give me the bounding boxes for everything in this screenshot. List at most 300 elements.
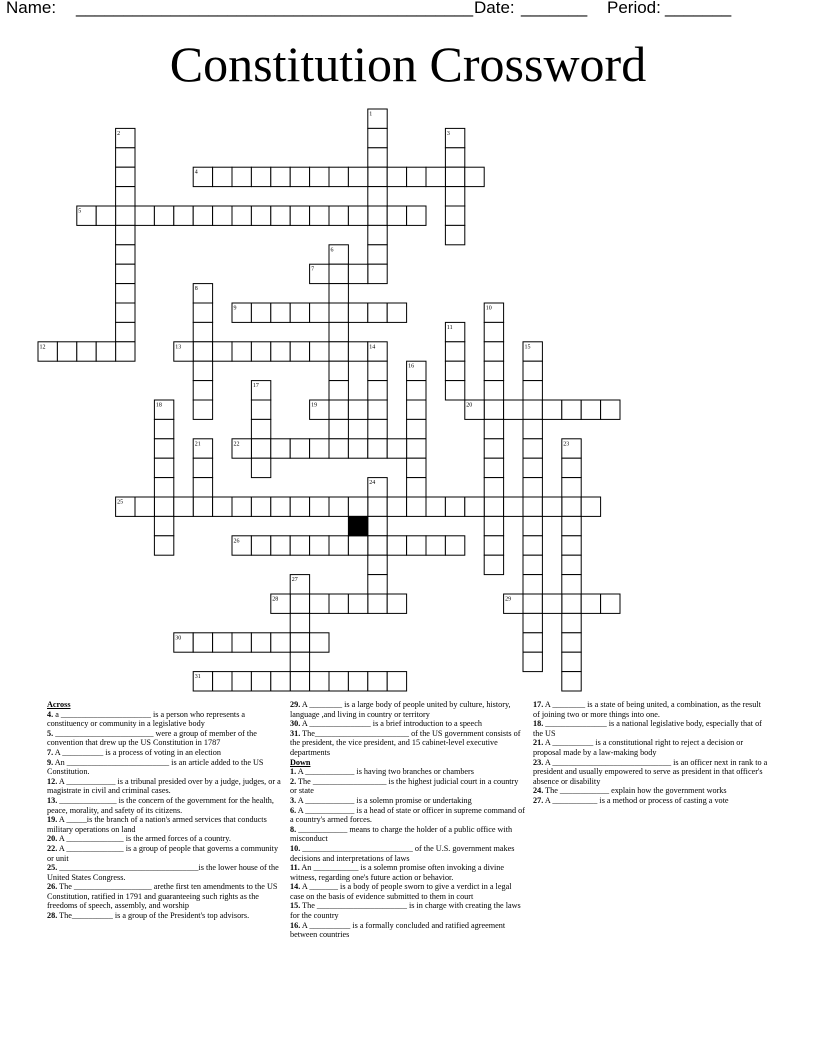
grid-cell[interactable] <box>154 419 173 438</box>
grid-cell[interactable] <box>484 342 503 361</box>
grid-cell[interactable] <box>271 167 290 186</box>
clue-item <box>47 882 283 911</box>
grid-cell[interactable] <box>329 400 348 419</box>
cell-number: 20 <box>466 402 473 409</box>
grid-cell[interactable] <box>426 167 445 186</box>
grid-cell[interactable] <box>348 206 367 225</box>
grid-cell[interactable] <box>523 497 542 516</box>
grid-cell[interactable] <box>445 167 464 186</box>
cell-number: 28 <box>272 596 279 603</box>
grid-cell[interactable] <box>484 439 503 458</box>
grid-cell[interactable] <box>445 187 464 206</box>
grid-cell[interactable] <box>290 613 309 632</box>
cell-number: 1 <box>369 111 373 118</box>
clue-item <box>47 710 283 729</box>
grid-cell[interactable] <box>465 167 484 186</box>
grid-cell[interactable] <box>290 497 309 516</box>
grid-cell[interactable] <box>368 303 387 322</box>
grid-cell[interactable] <box>271 303 290 322</box>
grid-cell[interactable] <box>523 575 542 594</box>
grid-cell[interactable] <box>232 672 251 691</box>
grid-cell[interactable] <box>348 400 367 419</box>
grid-cell[interactable] <box>387 497 406 516</box>
grid-cell[interactable] <box>368 419 387 438</box>
clue-number: 25. <box>47 863 58 873</box>
cell-number: 16 <box>408 363 415 370</box>
grid-cell[interactable] <box>193 633 212 652</box>
cell-number: 5 <box>78 208 82 215</box>
grid-cell[interactable] <box>368 361 387 380</box>
grid-cell[interactable] <box>329 206 348 225</box>
grid-cell[interactable] <box>523 536 542 555</box>
clue-number: 26. <box>47 882 58 892</box>
cell-number: 26 <box>233 538 240 545</box>
grid-cell[interactable] <box>271 633 290 652</box>
grid-cell[interactable] <box>484 497 503 516</box>
clue-item <box>533 738 769 757</box>
clue-item <box>290 767 526 777</box>
grid-cell[interactable] <box>213 633 232 652</box>
grid-cell[interactable] <box>329 322 348 341</box>
grid-cell[interactable] <box>348 439 367 458</box>
grid-cell[interactable] <box>387 594 406 613</box>
grid-cell[interactable] <box>562 633 581 652</box>
grid-cell[interactable] <box>251 400 270 419</box>
grid-cell[interactable] <box>581 594 600 613</box>
grid-cell[interactable] <box>407 400 426 419</box>
grid-cell[interactable] <box>562 458 581 477</box>
grid-cell[interactable] <box>562 400 581 419</box>
grid-cell[interactable] <box>562 516 581 535</box>
grid-cell[interactable] <box>562 497 581 516</box>
grid-cell[interactable] <box>484 516 503 535</box>
grid-cell[interactable] <box>329 167 348 186</box>
grid-cell[interactable] <box>542 497 561 516</box>
clue-item <box>533 786 769 796</box>
grid-cell[interactable] <box>310 167 329 186</box>
grid-cell[interactable] <box>368 206 387 225</box>
grid-cell[interactable] <box>581 400 600 419</box>
grid-cell[interactable] <box>251 536 270 555</box>
grid-cell[interactable] <box>193 381 212 400</box>
grid-cell[interactable] <box>484 536 503 555</box>
grid-cell[interactable] <box>193 361 212 380</box>
cell-number: 29 <box>505 596 512 603</box>
clue-text: The ______________________ is in charge with creating the laws for the country <box>290 901 521 921</box>
grid-cell[interactable] <box>329 381 348 400</box>
grid-cell[interactable] <box>368 400 387 419</box>
grid-cell[interactable] <box>232 497 251 516</box>
grid-cell[interactable] <box>116 284 135 303</box>
grid-cell[interactable] <box>213 342 232 361</box>
grid-cell[interactable] <box>116 342 135 361</box>
grid-cell[interactable] <box>562 478 581 497</box>
grid-cell[interactable] <box>329 284 348 303</box>
clue-text: A ________ is a large body of people united by culture, history, language ,and living in country or territory <box>290 700 511 719</box>
grid-cell[interactable] <box>368 594 387 613</box>
grid-cell[interactable] <box>523 478 542 497</box>
clue-column-1 <box>47 700 283 921</box>
grid-cell[interactable] <box>484 419 503 438</box>
grid-cell[interactable] <box>57 342 76 361</box>
grid-cell[interactable] <box>562 652 581 671</box>
grid-cell[interactable] <box>523 594 542 613</box>
grid-cell[interactable] <box>251 672 270 691</box>
grid-cell[interactable] <box>348 536 367 555</box>
grid-cell[interactable] <box>154 206 173 225</box>
grid-cell[interactable] <box>368 516 387 535</box>
grid-cell[interactable] <box>523 516 542 535</box>
clue-item <box>47 729 283 748</box>
clue-number: 21. <box>533 738 544 748</box>
grid-cell[interactable] <box>523 400 542 419</box>
grid-cell[interactable] <box>116 264 135 283</box>
grid-cell[interactable] <box>407 419 426 438</box>
page-title: Constitution Crossword <box>169 36 647 92</box>
grid-cell[interactable] <box>368 497 387 516</box>
grid-cell[interactable] <box>116 322 135 341</box>
cell-number: 8 <box>194 286 198 293</box>
grid-cell[interactable] <box>96 342 115 361</box>
grid-cell[interactable] <box>329 303 348 322</box>
grid-cell[interactable] <box>368 536 387 555</box>
clue-text: An _________________________ is an article added to the US Constitution. <box>47 757 264 777</box>
grid-cell[interactable] <box>407 497 426 516</box>
cell-number: 13 <box>175 344 182 351</box>
grid-cell[interactable] <box>310 633 329 652</box>
clue-text: The_______________________ of the US government consists of the president, the vice president, and 15 cabinet-level executive departments <box>290 728 521 757</box>
grid-cell[interactable] <box>368 245 387 264</box>
grid-cell[interactable] <box>407 458 426 477</box>
clue-text: The__________ is a group of the President's top advisors. <box>57 911 250 921</box>
grid-cell[interactable] <box>484 322 503 341</box>
grid-cell[interactable] <box>445 497 464 516</box>
cell-number: 11 <box>446 324 453 331</box>
grid-cell[interactable] <box>387 167 406 186</box>
cell-number: 27 <box>291 577 298 584</box>
grid-cell[interactable] <box>348 303 367 322</box>
grid-cell[interactable] <box>193 303 212 322</box>
grid-cell[interactable] <box>329 497 348 516</box>
grid-cell[interactable] <box>407 536 426 555</box>
grid-cell[interactable] <box>251 206 270 225</box>
grid-cell[interactable] <box>329 361 348 380</box>
grid-cell[interactable] <box>271 536 290 555</box>
grid-cell[interactable] <box>368 381 387 400</box>
grid-cell[interactable] <box>387 206 406 225</box>
grid-cell[interactable] <box>174 497 193 516</box>
clue-column-2 <box>290 700 526 940</box>
grid-cell[interactable] <box>329 594 348 613</box>
clue-number: 1. <box>290 767 297 777</box>
grid-cell[interactable] <box>484 458 503 477</box>
clue-text: A ____________ is having two branches or chambers <box>296 767 474 777</box>
grid-cell[interactable] <box>484 381 503 400</box>
grid-cell[interactable] <box>310 536 329 555</box>
clue-number: 17. <box>533 700 544 709</box>
grid-cell[interactable] <box>407 478 426 497</box>
grid-cell[interactable] <box>348 594 367 613</box>
clue-item <box>290 806 526 825</box>
grid-cell[interactable] <box>213 206 232 225</box>
grid-cell[interactable] <box>290 439 309 458</box>
grid-cell[interactable] <box>523 458 542 477</box>
grid-cell[interactable] <box>407 439 426 458</box>
grid-cell[interactable] <box>445 536 464 555</box>
clue-text: _______________ is a national legislative body, especially that of the US <box>533 719 762 738</box>
grid-cell[interactable] <box>523 419 542 438</box>
grid-cell[interactable] <box>523 555 542 574</box>
grid-cell[interactable] <box>310 342 329 361</box>
grid-cell[interactable] <box>116 167 135 186</box>
grid-cell[interactable] <box>445 342 464 361</box>
grid-cell[interactable] <box>368 672 387 691</box>
grid-cell[interactable] <box>523 633 542 652</box>
grid-cell[interactable] <box>368 128 387 147</box>
grid-cell[interactable] <box>290 303 309 322</box>
grid-cell[interactable] <box>562 555 581 574</box>
grid-cell[interactable] <box>368 167 387 186</box>
clue-item <box>290 882 526 901</box>
grid-cell[interactable] <box>562 672 581 691</box>
clue-text: The ___________________ arethe first ten amendments to the US Constitution, ratified in 1791 and guaranteeing such rights as the freedoms of speech, assembly, and worship <box>47 882 278 911</box>
clue-text: A ______________ is a group of people that governs a community or unit <box>47 843 279 863</box>
grid-cell[interactable] <box>251 458 270 477</box>
period-blank[interactable]: _______ <box>665 0 732 17</box>
clue-text: ______________ is the concern of the government for the health, peace, morality, and safety of its citizens. <box>47 795 274 815</box>
grid-cell[interactable] <box>562 575 581 594</box>
grid-cell[interactable] <box>310 206 329 225</box>
grid-cell[interactable] <box>116 187 135 206</box>
grid-cell[interactable] <box>542 594 561 613</box>
clue-item <box>290 921 526 940</box>
grid-cell[interactable] <box>523 439 542 458</box>
clue-item <box>47 796 283 815</box>
date-label: Date: <box>474 0 515 17</box>
clue-text: A ____________ is a head of state or officer in supreme command of a country's armed forces. <box>290 805 525 825</box>
grid-cell[interactable] <box>232 633 251 652</box>
grid-cell[interactable] <box>271 342 290 361</box>
grid-cell[interactable] <box>290 206 309 225</box>
grid-cell[interactable] <box>368 225 387 244</box>
grid-cell[interactable] <box>523 361 542 380</box>
clue-item <box>290 777 526 796</box>
grid-cell[interactable] <box>96 206 115 225</box>
grid-cell[interactable] <box>504 497 523 516</box>
grid-cell[interactable] <box>445 148 464 167</box>
grid-cell[interactable] <box>154 478 173 497</box>
grid-cell[interactable] <box>562 536 581 555</box>
cell-number: 4 <box>194 169 198 176</box>
grid-cell[interactable] <box>368 264 387 283</box>
grid-cell[interactable] <box>310 672 329 691</box>
grid-cell[interactable] <box>193 206 212 225</box>
cell-number: 17 <box>252 383 259 390</box>
clue-number: 5. <box>47 728 54 738</box>
grid-cell[interactable] <box>465 497 484 516</box>
grid-cell[interactable] <box>368 575 387 594</box>
grid-cell[interactable] <box>445 206 464 225</box>
clue-item <box>533 758 769 787</box>
grid-cell[interactable] <box>271 497 290 516</box>
clue-item <box>290 844 526 863</box>
grid-cell[interactable] <box>251 303 270 322</box>
grid-cell[interactable] <box>348 672 367 691</box>
grid-cell[interactable] <box>271 206 290 225</box>
grid-cell[interactable] <box>310 497 329 516</box>
grid-cell[interactable] <box>329 536 348 555</box>
cell-number: 10 <box>485 305 492 312</box>
grid-cell[interactable] <box>154 439 173 458</box>
grid-cell[interactable] <box>368 555 387 574</box>
grid-cell[interactable] <box>387 672 406 691</box>
clue-number: 30. <box>290 719 301 729</box>
grid-cell[interactable] <box>251 633 270 652</box>
grid-cell[interactable] <box>154 516 173 535</box>
grid-cell[interactable] <box>348 497 367 516</box>
grid-cell[interactable] <box>445 381 464 400</box>
grid-cell[interactable] <box>348 167 367 186</box>
clue-text: The __________________ is the highest judicial court in a country or state <box>290 776 519 796</box>
grid-cell[interactable] <box>135 497 154 516</box>
grid-cell[interactable] <box>426 497 445 516</box>
grid-cell[interactable] <box>232 206 251 225</box>
grid-cell[interactable] <box>154 497 173 516</box>
grid-cell[interactable] <box>290 633 309 652</box>
clue-number: 8. <box>290 824 297 834</box>
grid-cell[interactable] <box>523 652 542 671</box>
grid-cell[interactable] <box>581 497 600 516</box>
grid-cell[interactable] <box>407 206 426 225</box>
grid-cell[interactable] <box>251 342 270 361</box>
grid-cell[interactable] <box>251 419 270 438</box>
clue-number: 10. <box>290 843 301 853</box>
grid-cell[interactable] <box>251 167 270 186</box>
grid-cell[interactable] <box>213 167 232 186</box>
grid-cell[interactable] <box>310 303 329 322</box>
grid-cell[interactable] <box>407 167 426 186</box>
cell-number: 9 <box>233 305 237 312</box>
grid-cell[interactable] <box>484 478 503 497</box>
clue-number: 3. <box>290 795 297 805</box>
grid-cell[interactable] <box>562 594 581 613</box>
grid-cell[interactable] <box>271 439 290 458</box>
clue-number: 23. <box>533 757 544 767</box>
grid-cell[interactable] <box>232 342 251 361</box>
grid-cell[interactable] <box>387 536 406 555</box>
cell-number: 2 <box>117 130 121 137</box>
grid-cell[interactable] <box>116 148 135 167</box>
grid-cell[interactable] <box>290 672 309 691</box>
date-blank[interactable]: _______ <box>521 0 588 17</box>
clue-item <box>47 834 283 844</box>
grid-cell[interactable] <box>232 167 251 186</box>
grid-cell[interactable] <box>271 672 290 691</box>
grid-cell[interactable] <box>484 400 503 419</box>
grid-cell[interactable] <box>251 439 270 458</box>
cell-number: 18 <box>155 402 162 409</box>
grid-cell[interactable] <box>193 458 212 477</box>
clue-item <box>47 758 283 777</box>
grid-cell[interactable] <box>290 536 309 555</box>
grid-cell[interactable] <box>601 594 620 613</box>
grid-cell[interactable] <box>348 264 367 283</box>
grid-cell[interactable] <box>329 419 348 438</box>
grid-cell[interactable] <box>601 400 620 419</box>
grid-cell[interactable] <box>348 342 367 361</box>
clue-text: ________________________ were a group of member of the convention that drew up the US Constitution in 1787 <box>47 728 257 748</box>
grid-cell[interactable] <box>310 439 329 458</box>
grid-cell[interactable] <box>193 497 212 516</box>
clue-text: __________________________________is the lower house of the United States Congress. <box>47 863 279 882</box>
grid-cell[interactable] <box>445 361 464 380</box>
clue-text: ____________ means to charge the holder of a public office with misconduct <box>290 824 513 844</box>
grid-cell[interactable] <box>387 303 406 322</box>
grid-cell[interactable] <box>445 225 464 244</box>
grid-cell[interactable] <box>368 148 387 167</box>
grid-cell[interactable] <box>213 497 232 516</box>
clue-number: 11. <box>290 863 300 873</box>
grid-cell[interactable] <box>193 400 212 419</box>
grid-cell[interactable] <box>504 400 523 419</box>
grid-cell[interactable] <box>77 342 96 361</box>
grid-cell[interactable] <box>174 206 193 225</box>
clue-item <box>47 815 283 834</box>
grid-cell[interactable] <box>368 187 387 206</box>
grid-cell[interactable] <box>542 400 561 419</box>
grid-cell[interactable] <box>290 594 309 613</box>
down-heading: Down <box>290 757 311 767</box>
grid-cell[interactable] <box>290 167 309 186</box>
grid-cell[interactable] <box>368 439 387 458</box>
grid-cell[interactable] <box>426 536 445 555</box>
grid-cell[interactable] <box>329 439 348 458</box>
grid-cell[interactable] <box>116 206 135 225</box>
grid-cell[interactable] <box>484 361 503 380</box>
grid-cell[interactable] <box>562 613 581 632</box>
grid-cell[interactable] <box>290 342 309 361</box>
grid-cell[interactable] <box>193 478 212 497</box>
grid-cell[interactable] <box>310 594 329 613</box>
grid-cell[interactable] <box>213 672 232 691</box>
grid-cell[interactable] <box>251 497 270 516</box>
grid-cell[interactable] <box>484 555 503 574</box>
grid-cell[interactable] <box>523 381 542 400</box>
clue-item <box>533 700 769 719</box>
name-blank[interactable]: __________________________________________ <box>76 0 474 17</box>
cell-number: 31 <box>194 674 201 681</box>
clue-number: 24. <box>533 786 544 796</box>
grid-cell[interactable] <box>193 342 212 361</box>
grid-cell[interactable] <box>116 303 135 322</box>
grid-cell[interactable] <box>523 613 542 632</box>
grid-cell[interactable] <box>290 652 309 671</box>
grid-cell[interactable] <box>407 381 426 400</box>
clue-text: ___________________________ of the U.S. government makes decisions and interpretations of laws <box>290 843 515 863</box>
clue-item <box>47 777 283 796</box>
grid-cell[interactable] <box>154 536 173 555</box>
grid-cell[interactable] <box>135 206 154 225</box>
grid-cell[interactable] <box>329 264 348 283</box>
clue-number: 15. <box>290 901 301 911</box>
grid-cell[interactable] <box>154 458 173 477</box>
grid-cell[interactable] <box>329 672 348 691</box>
grid-cell[interactable] <box>116 245 135 264</box>
grid-cell[interactable] <box>193 322 212 341</box>
grid-cell[interactable] <box>329 342 348 361</box>
grid-cell[interactable] <box>116 225 135 244</box>
grid-cell[interactable] <box>387 439 406 458</box>
